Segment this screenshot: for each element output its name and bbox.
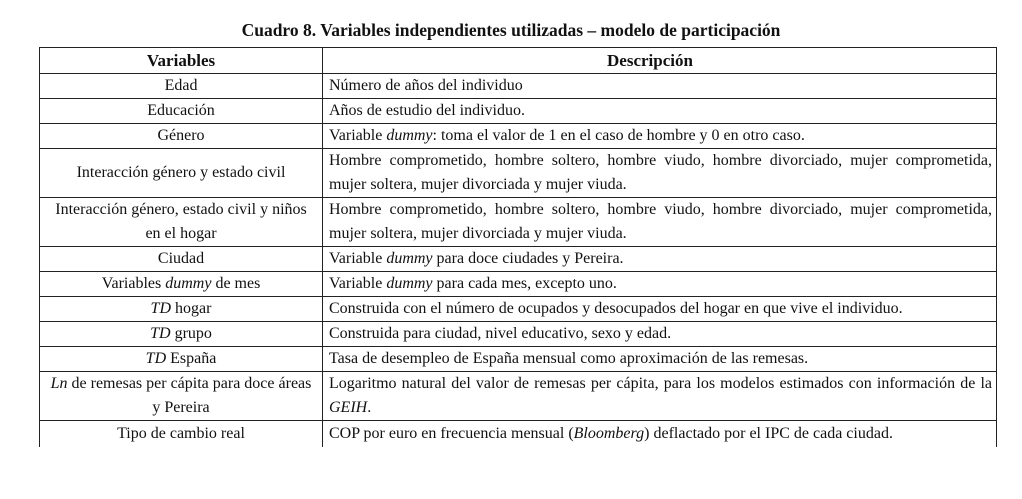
variable-cell: [40, 124, 323, 149]
description-cell-text: COP por euro en frecuencia mensual (: [329, 425, 574, 442]
description-cell-text: Tasa de desempleo de España mensual como aproximación de las remesas.: [329, 350, 809, 367]
variable-cell-text: Interacción género y estado civil: [76, 164, 286, 181]
description-cell-text: Hombre comprometido, hombre soltero, hombre viudo, hombre divorciado, mujer comprometida, mujer soltera, mujer divorciada y mujer viuda.: [329, 152, 992, 193]
description-cell-text: Bloomberg: [573, 425, 645, 442]
description-cell-text: ) deflactado por el IPC de cada ciudad.: [644, 425, 893, 442]
table-title: Cuadro 8. Variables independientes utilizadas – modelo de participación: [241, 20, 781, 40]
description-cell-text: Variable: [329, 127, 387, 144]
description-cell: [323, 347, 997, 372]
variable-cell-text: Ln: [50, 375, 68, 392]
variable-cell: [40, 247, 323, 272]
description-cell-text: Años de estudio del individuo.: [329, 102, 525, 119]
description-cell: [323, 272, 997, 297]
description-cell: [323, 247, 997, 272]
description-cell-text: Logaritmo natural del valor de remesas per cápita, para los modelos estimados con información de la: [329, 375, 992, 392]
variable-cell-text: Género: [157, 127, 205, 144]
variable-cell: [40, 99, 323, 124]
variable-cell-text: hogar: [171, 300, 212, 317]
description-cell: [323, 198, 997, 247]
description-cell: [323, 149, 997, 198]
variable-cell: [40, 421, 323, 448]
table-row: [40, 272, 997, 297]
description-cell-text: Variable: [329, 250, 387, 267]
table-row: [40, 74, 997, 99]
variable-cell-text: Tipo de cambio real: [117, 425, 245, 442]
variable-cell: [40, 198, 323, 247]
variable-cell-text: Interacción género, estado civil y niños en el hogar: [55, 201, 307, 242]
variable-cell: [40, 347, 323, 372]
table-row: [40, 297, 997, 322]
description-cell-text: dummy: [386, 275, 433, 292]
description-cell-text: dummy: [386, 127, 433, 144]
description-cell-text: Número de años del individuo: [329, 77, 523, 94]
table-row: [40, 198, 997, 247]
description-cell-text: para cada mes, excepto uno.: [432, 275, 617, 292]
description-cell: [323, 124, 997, 149]
description-cell-text: Construida para ciudad, nivel educativo, sexo y edad.: [329, 325, 672, 342]
description-cell: [323, 322, 997, 347]
header-descripcion: Descripción: [323, 48, 997, 74]
table-row: [40, 149, 997, 198]
table-row: [40, 322, 997, 347]
description-cell-text: GEIH: [329, 399, 368, 416]
description-cell: [323, 99, 997, 124]
variable-cell: [40, 149, 323, 198]
variable-cell: [40, 272, 323, 297]
description-cell-text: Construida con el número de ocupados y desocupados del hogar en que vive el individuo.: [329, 300, 903, 317]
description-cell-text: Hombre comprometido, hombre soltero, hombre viudo, hombre divorciado, mujer comprometida, mujer soltera, mujer divorciada y mujer viuda.: [329, 201, 992, 242]
description-cell-text: dummy: [386, 250, 433, 267]
table-row: [40, 372, 997, 421]
variable-cell-text: grupo: [170, 325, 212, 342]
variables-table: [39, 47, 997, 447]
table-row: [40, 99, 997, 124]
table-row: [40, 124, 997, 149]
description-cell-text: para doce ciudades y Pereira.: [432, 250, 624, 267]
variable-cell: [40, 297, 323, 322]
description-cell: [323, 297, 997, 322]
variable-cell-text: Edad: [164, 77, 198, 94]
variable-cell-text: dummy: [165, 275, 212, 292]
description-cell: [323, 74, 997, 99]
variable-cell-text: TD: [150, 325, 171, 342]
variable-cell-text: de remesas per cápita para doce áreas y Pereira: [67, 375, 312, 416]
variable-cell-text: de mes: [211, 275, 261, 292]
description-cell-text: .: [367, 399, 372, 416]
description-cell: [323, 372, 997, 421]
variable-cell-text: España: [166, 350, 217, 367]
header-variables: Variables: [40, 48, 323, 74]
description-cell: [323, 421, 997, 448]
variable-cell: [40, 74, 323, 99]
variable-cell-text: TD: [145, 350, 167, 367]
variable-cell: [40, 372, 323, 421]
variable-cell-text: Ciudad: [157, 250, 205, 267]
table-header-row: [40, 48, 997, 74]
description-cell-text: Variable: [329, 275, 387, 292]
description-cell-text: : toma el valor de 1 en el caso de hombre y 0 en otro caso.: [432, 127, 805, 144]
variable-cell-text: Variables: [101, 275, 166, 292]
table-row: [40, 247, 997, 272]
table-row: [40, 347, 997, 372]
variable-cell-text: TD: [150, 300, 171, 317]
variable-cell-text: Educación: [147, 102, 215, 119]
variable-cell: [40, 322, 323, 347]
table-row: [40, 421, 997, 448]
